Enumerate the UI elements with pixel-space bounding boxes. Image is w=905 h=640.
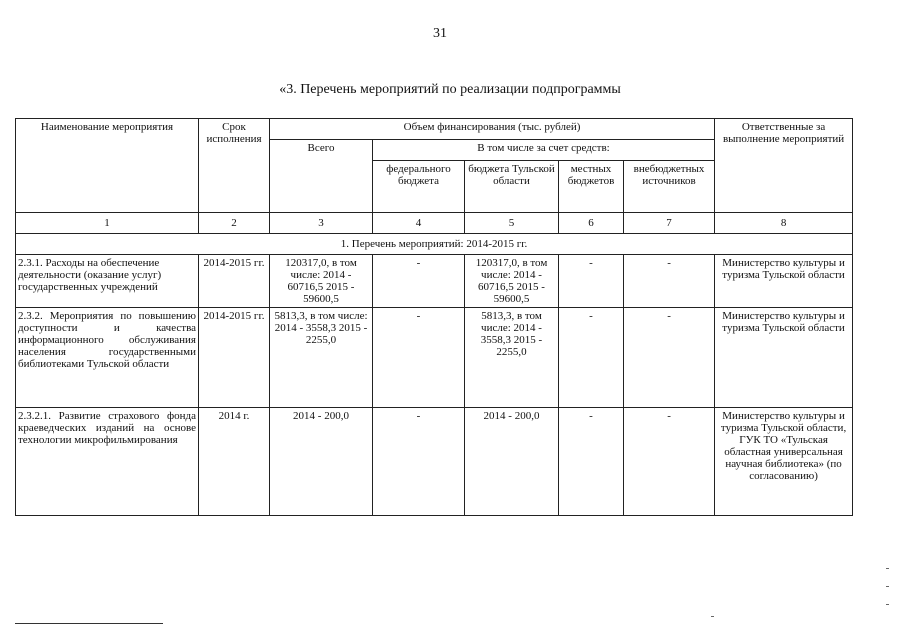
header-extra: внебюджетных источников bbox=[624, 161, 715, 213]
table-row bbox=[16, 308, 853, 408]
header-federal: федерального бюджета bbox=[373, 161, 465, 213]
activity-regional: 5813,3, в том числе: 2014 - 3558,3 2015 - 2255,0 bbox=[465, 308, 559, 408]
table-row bbox=[16, 255, 853, 308]
activity-term: 2014-2015 гг. bbox=[199, 308, 270, 408]
section-row bbox=[16, 234, 853, 255]
header-financing: Объем финансирования (тыс. рублей) bbox=[270, 119, 715, 140]
activity-federal: - bbox=[373, 308, 465, 408]
column-number: 3 bbox=[270, 213, 373, 234]
header-name: Наименование мероприятия bbox=[16, 119, 199, 213]
activity-local: - bbox=[559, 255, 624, 308]
activity-extra: - bbox=[624, 255, 715, 308]
activity-total: 120317,0, в том числе: 2014 - 60716,5 2015 - 59600,5 bbox=[270, 255, 373, 308]
activity-federal: - bbox=[373, 255, 465, 308]
column-number: 6 bbox=[559, 213, 624, 234]
header-regional: бюджета Тульской области bbox=[465, 161, 559, 213]
activity-name: 2.3.2. Мероприятия по повышению доступности и качества информационного обслуживания населения государственными библиотеками Тульской области bbox=[16, 308, 199, 408]
scan-speck bbox=[886, 568, 889, 569]
header-responsible: Ответственные за выполнение мероприятий bbox=[715, 119, 853, 213]
column-number: 4 bbox=[373, 213, 465, 234]
footnote-divider bbox=[15, 623, 163, 624]
header-sources: В том числе за счет средств: bbox=[373, 140, 715, 161]
activity-term: 2014 г. bbox=[199, 408, 270, 516]
column-number: 8 bbox=[715, 213, 853, 234]
scan-speck bbox=[886, 586, 889, 587]
column-number: 5 bbox=[465, 213, 559, 234]
activity-regional: 2014 - 200,0 bbox=[465, 408, 559, 516]
column-number: 2 bbox=[199, 213, 270, 234]
activity-federal: - bbox=[373, 408, 465, 516]
activity-responsible: Министерство культуры и туризма Тульской области, ГУК ТО «Тульская областная универсальная научная библиотека» (по согласованию) bbox=[715, 408, 853, 516]
column-number: 7 bbox=[624, 213, 715, 234]
header-row bbox=[16, 119, 853, 140]
scan-speck bbox=[711, 616, 714, 617]
section-title: 1. Перечень мероприятий: 2014-2015 гг. bbox=[16, 234, 853, 255]
column-number: 1 bbox=[16, 213, 199, 234]
activity-responsible: Министерство культуры и туризма Тульской области bbox=[715, 255, 853, 308]
table-row bbox=[16, 408, 853, 516]
activity-responsible: Министерство культуры и туризма Тульской области bbox=[715, 308, 853, 408]
activity-total: 2014 - 200,0 bbox=[270, 408, 373, 516]
page-number: 31 bbox=[433, 26, 447, 41]
column-numbers-row bbox=[16, 213, 853, 234]
activity-regional: 120317,0, в том числе: 2014 - 60716,5 2015 - 59600,5 bbox=[465, 255, 559, 308]
activity-term: 2014-2015 гг. bbox=[199, 255, 270, 308]
activity-local: - bbox=[559, 408, 624, 516]
activity-name: 2.3.2.1. Развитие страхового фонда краеведческих изданий на основе технологии микрофильмирования bbox=[16, 408, 199, 516]
header-local: местных бюджетов bbox=[559, 161, 624, 213]
header-term: Срок исполнения bbox=[199, 119, 270, 213]
document-heading: «3. Перечень мероприятий по реализации подпрограммы bbox=[279, 82, 621, 97]
activity-name: 2.3.1. Расходы на обеспечение деятельности (оказание услуг) государственных учреждений bbox=[16, 255, 199, 308]
activity-extra: - bbox=[624, 408, 715, 516]
activity-extra: - bbox=[624, 308, 715, 408]
scan-speck bbox=[886, 604, 889, 605]
activity-local: - bbox=[559, 308, 624, 408]
header-total: Всего bbox=[270, 140, 373, 213]
activities-table bbox=[15, 118, 853, 516]
activity-total: 5813,3, в том числе: 2014 - 3558,3 2015 - 2255,0 bbox=[270, 308, 373, 408]
